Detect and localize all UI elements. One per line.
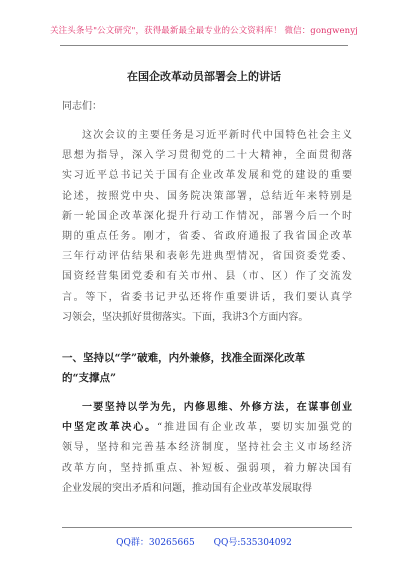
paragraph-lead-bold: 一要坚持以学为先，内修思维、外修方法，在谋事创业 bbox=[82, 402, 352, 413]
paragraph-line: 国资经营集团党委和有关市州、县（市、区）作了交流发 bbox=[62, 271, 352, 283]
paragraph-lead-bold-2: 中坚定改革决心。 bbox=[62, 422, 157, 434]
salutation: 同志们： bbox=[62, 101, 102, 112]
paragraph-1 bbox=[62, 126, 352, 328]
paragraph-line: 思想为指导，深入学习贯彻党的二十大精神，全面贯彻落 bbox=[62, 150, 352, 162]
paragraph-line: 新一轮国企改革深化提升行动工作情况，部署今后一个时 bbox=[62, 210, 352, 222]
paragraph-line: 领导，坚持和完善基本经济制度，坚持社会主义市场经济 bbox=[62, 442, 352, 454]
paragraph-line: 实习近平总书记关于国有企业改革发展和党的建设的重要 bbox=[62, 170, 352, 182]
paragraph-lead-rest: “推进国有企业改革，要切实加强党的 bbox=[156, 422, 352, 434]
paragraph-line: 企业发展的突出矛盾和问题，推动国有企业改革发展取得 bbox=[62, 482, 312, 494]
paragraph-line: 论述，按照党中央、国务院决策部署，总结近年来特别是 bbox=[62, 190, 352, 202]
paragraph-line: 三年行动评估结果和表彰先进典型情况，省国资委党委、 bbox=[62, 251, 352, 263]
heading-line: 的“支撑点” bbox=[62, 372, 117, 384]
header-banner: 关注头条号"公文研究"，获得最新最全最专业的公文资料库！ 微信：gongwenyj bbox=[50, 26, 358, 36]
section-heading-1 bbox=[62, 348, 352, 388]
footer-divider bbox=[62, 527, 352, 528]
header-divider bbox=[60, 45, 348, 46]
paragraph-3 bbox=[62, 398, 352, 499]
footer bbox=[0, 535, 408, 548]
paragraph-line: 习领会，坚决抓好贯彻落实。下面，我讲3个方面内容。 bbox=[62, 311, 309, 323]
footer-qq-group: QQ群：30265665 bbox=[116, 538, 195, 548]
heading-line: 一、坚持以“学”破难，内外兼修，找准全面深化改革 bbox=[62, 352, 306, 364]
paragraph-line: 这次会议的主要任务是习近平新时代中国特色社会主义 bbox=[82, 130, 352, 141]
paragraph-line: 改革方向，坚持抓重点、补短板、强弱项，着力解决国有 bbox=[62, 462, 352, 474]
document-title: 在国企改革动员部署会上的讲话 bbox=[127, 70, 281, 83]
paragraph-line: 言。等下，省委书记尹弘还将作重要讲话，我们要认真学 bbox=[62, 291, 352, 303]
paragraph-line: 期的重点任务。刚才，省委、省政府通报了我省国企改革 bbox=[62, 231, 352, 243]
footer-qq-number: QQ号:535304092 bbox=[213, 538, 292, 548]
